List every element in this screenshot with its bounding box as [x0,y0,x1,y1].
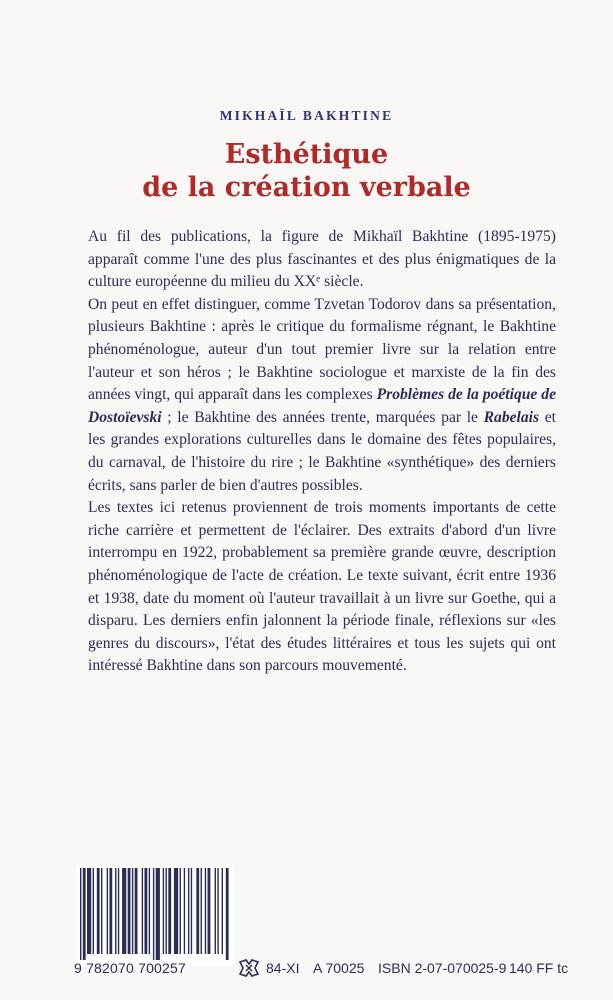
barcode-bar [80,868,81,960]
barcode-bar [142,868,143,954]
price: 140 FF tc [509,960,569,976]
barcode-bar [149,868,150,954]
barcode-bar [205,868,206,954]
isbn: ISBN 2-07-070025-9 [378,960,507,976]
barcode-bar [180,868,181,954]
paragraph-2-part-e: et les grandes explorations culturelles dans le domaine des fêtes populaires, du carnaval, de l'histoire du rire ; le Bakhtine «synthétique» des derniers écrits, sans parler de bien d'autres possibles. [88,408,557,494]
barcode-bar [107,868,108,954]
barcode-bar [166,868,167,954]
barcode-bar [144,868,147,954]
barcode-bar [226,868,229,960]
barcode-bar [93,868,94,954]
back-cover-text [88,226,556,678]
barcode-digits: 9 782070 700257 [74,960,186,976]
paragraph-2 [88,294,556,497]
barcode-bar [122,868,126,954]
barcode-bar [132,868,133,954]
barcode-bar [174,868,178,954]
barcode [80,868,230,960]
barcode-bar [83,868,86,960]
barcode-bar [217,868,218,954]
barcode-bar [168,868,171,954]
book-title [0,138,613,204]
barcode-bar [156,868,160,960]
barcode-bar [208,868,211,954]
barcode-bar [215,868,216,954]
barcode-bar [118,868,119,954]
barcode-bar [191,868,192,954]
publisher-logo-icon [238,958,260,978]
barcode-bar [101,868,102,954]
title-line-2: de la création verbale [142,172,471,203]
barcode-bar [128,868,131,954]
barcode-bar [196,868,199,954]
title-line-1: Esthétique [224,139,389,170]
paragraph-3: Les textes ici retenus proviennent de trois moments importants de cette riche carrière et permettent de l'éclairer. Des extraits d'abord d'un livre interrompu en 1922, probablement sa première grande œuvre, description phénoménologique de l'acte de création. Le texte suivant, écrit entre 1936 et 1938, date du moment où l'auteur travaillait à un livre sur Goethe, qui a disparu. Les derniers enfin jalonnent la période finale, réflexions sur «les genres du discours», l'état des études littéraires et tous les sujets qui ont intéressé Bakhtine dans son parcours mouvementé. [88,499,556,675]
paragraph-2-part-c: ; le Bakhtine des années trente, marquées par le [161,408,484,426]
barcode-bar [188,868,189,954]
barcode-bar [201,868,202,954]
series-code: A 70025 [313,960,365,976]
barcode-bar [87,868,91,954]
barcode-bar [153,868,154,960]
barcode-bar [97,868,100,954]
barcode-bar [115,868,116,954]
paragraph-1: Au fil des publications, la figure de Mikhaïl Bakhtine (1895-1975) apparaît comme l'une des plus fascinantes et des plus énigmatiques de la culture européenne du milieu du XXᵉ siècle. [88,228,556,291]
barcode-bar [109,868,112,954]
barcode-bar [222,868,223,954]
barcode-bar [135,868,138,954]
author-name: MIKHAÏL BAKHTINE [219,108,394,123]
barcode-bar [163,868,164,954]
paragraph-2-rabelais: Rabelais [483,408,540,426]
paragraph-2-book-title: Problèmes de la poétique de Dostoïevski [88,386,556,426]
catalog-code: 84-XI [266,960,300,976]
paragraph-2-part-a: On peut en effet distinguer, comme Tzvetan Todorov dans sa présentation, plusieurs Bakhtine : après le critique du formalisme régnant, le Bakhtine phénoménologue, auteur d'un tout premier livre sur la relation entre l'auteur et son héros ; le Bakhtine sociologue et marxiste de la fin des années vingt, qui apparaît dans les complexes [88,295,556,404]
barcode-bar [184,868,185,954]
